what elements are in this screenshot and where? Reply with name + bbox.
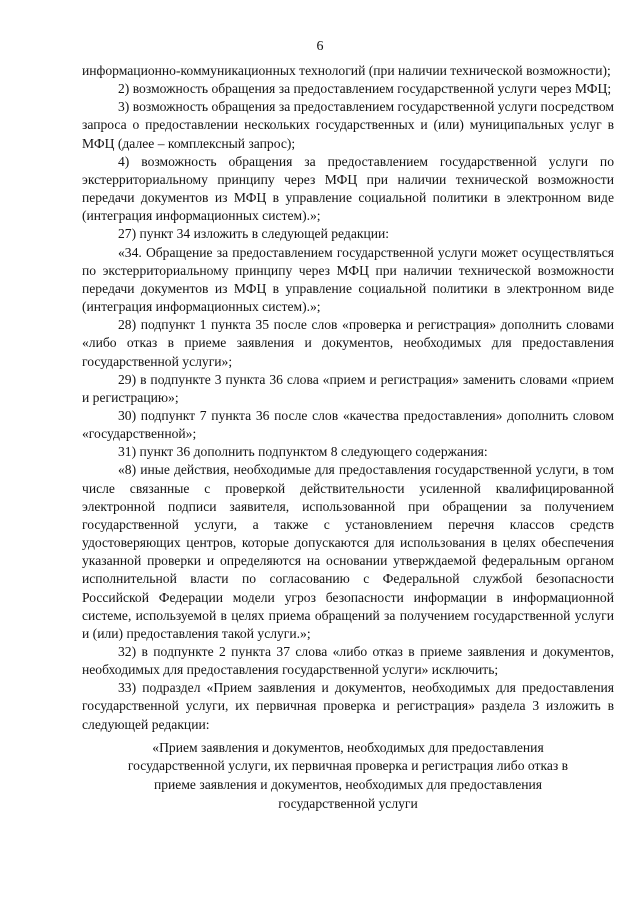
section-heading: «Прием заявления и документов, необходимых для предоставления государственной услуги, их первичная проверка и регистрация либо отказ в приеме заявления и документов, необходимых для предоставления государственной услуги (127, 739, 569, 811)
paragraph-item-30: 30) подпункт 7 пункта 36 после слов «качества предоставления» дополнить словом «государственной»; (82, 407, 614, 442)
paragraph-item-27: 27) пункт 34 изложить в следующей редакции: (118, 226, 390, 242)
paragraph-item-3: 3) возможность обращения за предоставлением государственной услуги посредством запроса о предоставлении нескольких государственных и (или) муниципальных услуг в МФЦ (далее – комплексный запрос); (82, 99, 614, 151)
paragraph-quote-8: «8) иные действия, необходимые для предоставления государственной услуги, в том числе связанные с проверкой действительности усиленной квалифицированной электронной подписи заявителя, использованной при обращении за получением государственной услуги, а также с установлением перечня классов средств удостоверяющих центров, которые допускаются для использования в целях обеспечения указанной проверки и определяются на основании утверждаемой федеральным органом исполнительной власти по согласованию с Федеральной службой безопасности Российской Федерации модели угроз безопасности информации в информационной системе, используемой в целях приема обращений за получением государственной услуги и (или) предоставления такой услуги.»; (82, 462, 614, 641)
paragraph-item-29: 29) в подпункте 3 пункта 36 слова «прием и регистрация» заменить словами «прием и регистрацию»; (82, 371, 614, 405)
paragraph-continuation: информационно-коммуникационных технологий (при наличии технической возможности); (82, 63, 611, 78)
paragraph-item-33: 33) подраздел «Прием заявления и документов, необходимых для предоставления государственной услуги, их первичная проверка и регистрация» раздела 3 изложить в следующей редакции: (82, 680, 614, 732)
paragraph-item-2: 2) возможность обращения за предоставлением государственной услуги через МФЦ; (118, 81, 612, 97)
paragraph-item-28: 28) подпункт 1 пункта 35 после слов «проверка и регистрация» дополнить словами «либо отказ в приеме заявления и документов, необходимых для предоставления государственной услуги»; (82, 317, 614, 369)
paragraph-quote-34: «34. Обращение за предоставлением государственной услуги может осуществляться по экстерриториальному принципу через МФЦ при наличии технической возможности передачи документов из МФЦ в управление социальной политики в электронном виде (интеграция информационных систем).»; (82, 244, 614, 315)
document-body (82, 62, 614, 814)
paragraph-item-31: 31) пункт 36 дополнить подпунктом 8 следующего содержания: (118, 444, 488, 460)
paragraph-item-32: 32) в подпункте 2 пункта 37 слова «либо отказ в приеме заявления и документов, необходимых для предоставления государственной услуги» исключить; (82, 644, 614, 678)
paragraph-item-4: 4) возможность обращения за предоставлением государственной услуги по экстерриториальному принципу через МФЦ при наличии технической возможности передачи документов из МФЦ в управление социальной политики в электронном виде (интеграция информационных систем).»; (82, 153, 614, 224)
page-number: 6 (316, 39, 324, 54)
